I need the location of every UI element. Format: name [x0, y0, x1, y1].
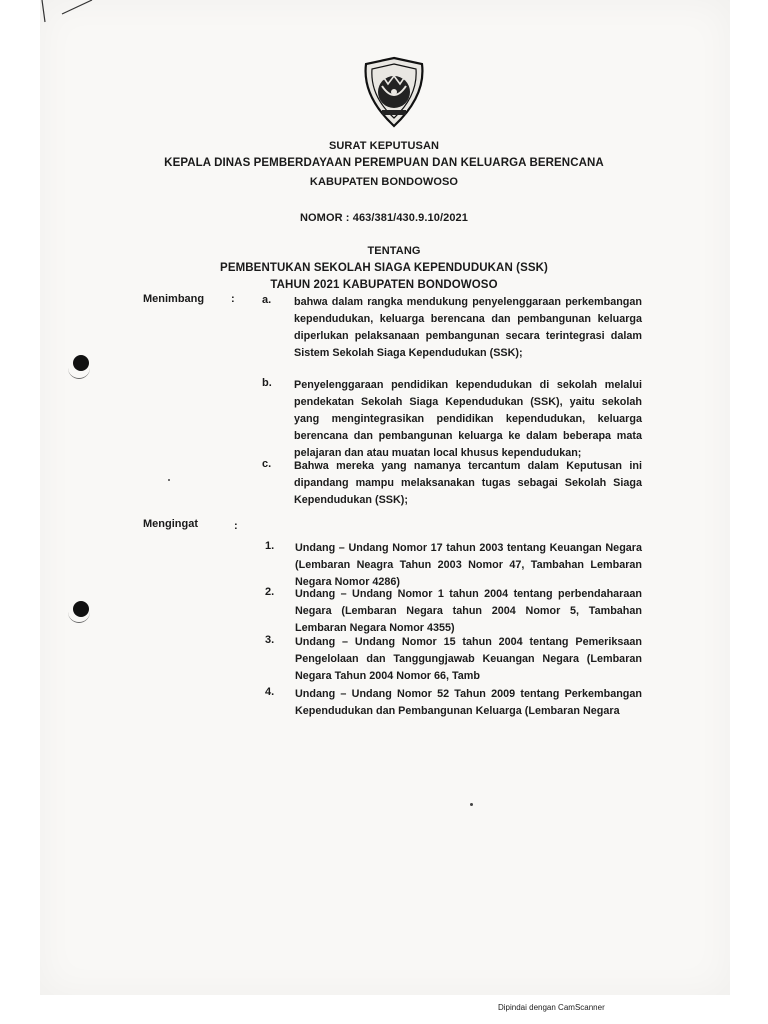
- decree-number: NOMOR : 463/381/430.9.10/2021: [299, 212, 468, 224]
- menimbang-marker: c.: [262, 458, 272, 470]
- menimbang-item: Bahwa mereka yang namanya tercantum dalam Keputusan ini dipandang mampu melaksanakan tugas sebagai Sekolah Siaga Kependudukan (SSK);: [294, 460, 642, 506]
- mengingat-marker: 4.: [265, 686, 275, 698]
- scanner-watermark: Dipindai dengan CamScanner: [498, 1003, 605, 1012]
- mengingat-marker: 2.: [265, 586, 275, 598]
- decree-subject: PEMBENTUKAN SEKOLAH SIAGA KEPENDUDUKAN (SSK): [220, 262, 548, 274]
- menimbang-marker: a.: [262, 294, 272, 306]
- mengingat-item: Undang – Undang Nomor 15 tahun 2004 tentang Pemeriksaan Pengelolaan dan Tanggungjawab Keuangan Negara (Lembaran Negara Tahun 2004 Nomor 66, Tamb: [295, 636, 642, 682]
- mengingat-item: Undang – Undang Nomor 1 tahun 2004 tentang perbendaharaan Negara (Lembaran Negara tahun 2004 Nomor 5, Tambahan Lembaran Negara Nomor 4355): [295, 588, 642, 634]
- mengingat-marker: 1.: [265, 540, 275, 552]
- menimbang-label: Menimbang: [143, 293, 205, 305]
- menimbang-item: bahwa dalam rangka mendukung penyelenggaraan perkembangan kependudukan, keluarga berencana dan pembangunan keluarga diperlukan pelaksanaan pembangunan secara terintegrasi dalam Sistem Sekolah Siaga Kependudukan (SSK);: [294, 296, 642, 359]
- mengingat-item: Undang – Undang Nomor 17 tahun 2003 tentang Keuangan Negara (Lembaran Neagra Tahun 2003 Nomor 47, Tambahan Lembaran Negara Nomor 4286): [295, 542, 642, 588]
- mengingat-item: Undang – Undang Nomor 52 Tahun 2009 tentang Perkembangan Kependudukan dan Pembangunan Keluarga (Lembaran Negara: [295, 688, 642, 717]
- menimbang-item: Penyelenggaraan pendidikan kependudukan di sekolah melalui pendekatan Sekolah Siaga Kependudukan (SSK), yaitu sekolah yang mengintegrasikan pendidikan kependudukan, keluarga berencana dan pembangunan keluarga ke dalam beberapa mata pelajaran dan atau muatan local khusus kependudukan;: [294, 379, 642, 459]
- mengingat-colon: :: [234, 520, 238, 532]
- menimbang-colon: :: [231, 293, 235, 305]
- scan-speck: [470, 803, 473, 806]
- scan-speck: [168, 479, 170, 481]
- menimbang-marker: b.: [262, 377, 272, 389]
- mengingat-marker: 3.: [265, 634, 275, 646]
- about-heading: TENTANG: [367, 245, 421, 257]
- regency-emblem-icon: [360, 56, 428, 128]
- decree-year: TAHUN 2021 KABUPATEN BONDOWOSO: [270, 279, 498, 291]
- document-title: SURAT KEPUTUSAN: [328, 140, 440, 152]
- mengingat-label: Mengingat: [143, 518, 198, 530]
- issuing-region: KABUPATEN BONDOWOSO: [309, 176, 459, 188]
- issuing-office: KEPALA DINAS PEMBERDAYAAN PEREMPUAN DAN KELUARGA BERENCANA: [164, 157, 604, 169]
- corner-mark-icon: [0, 0, 120, 30]
